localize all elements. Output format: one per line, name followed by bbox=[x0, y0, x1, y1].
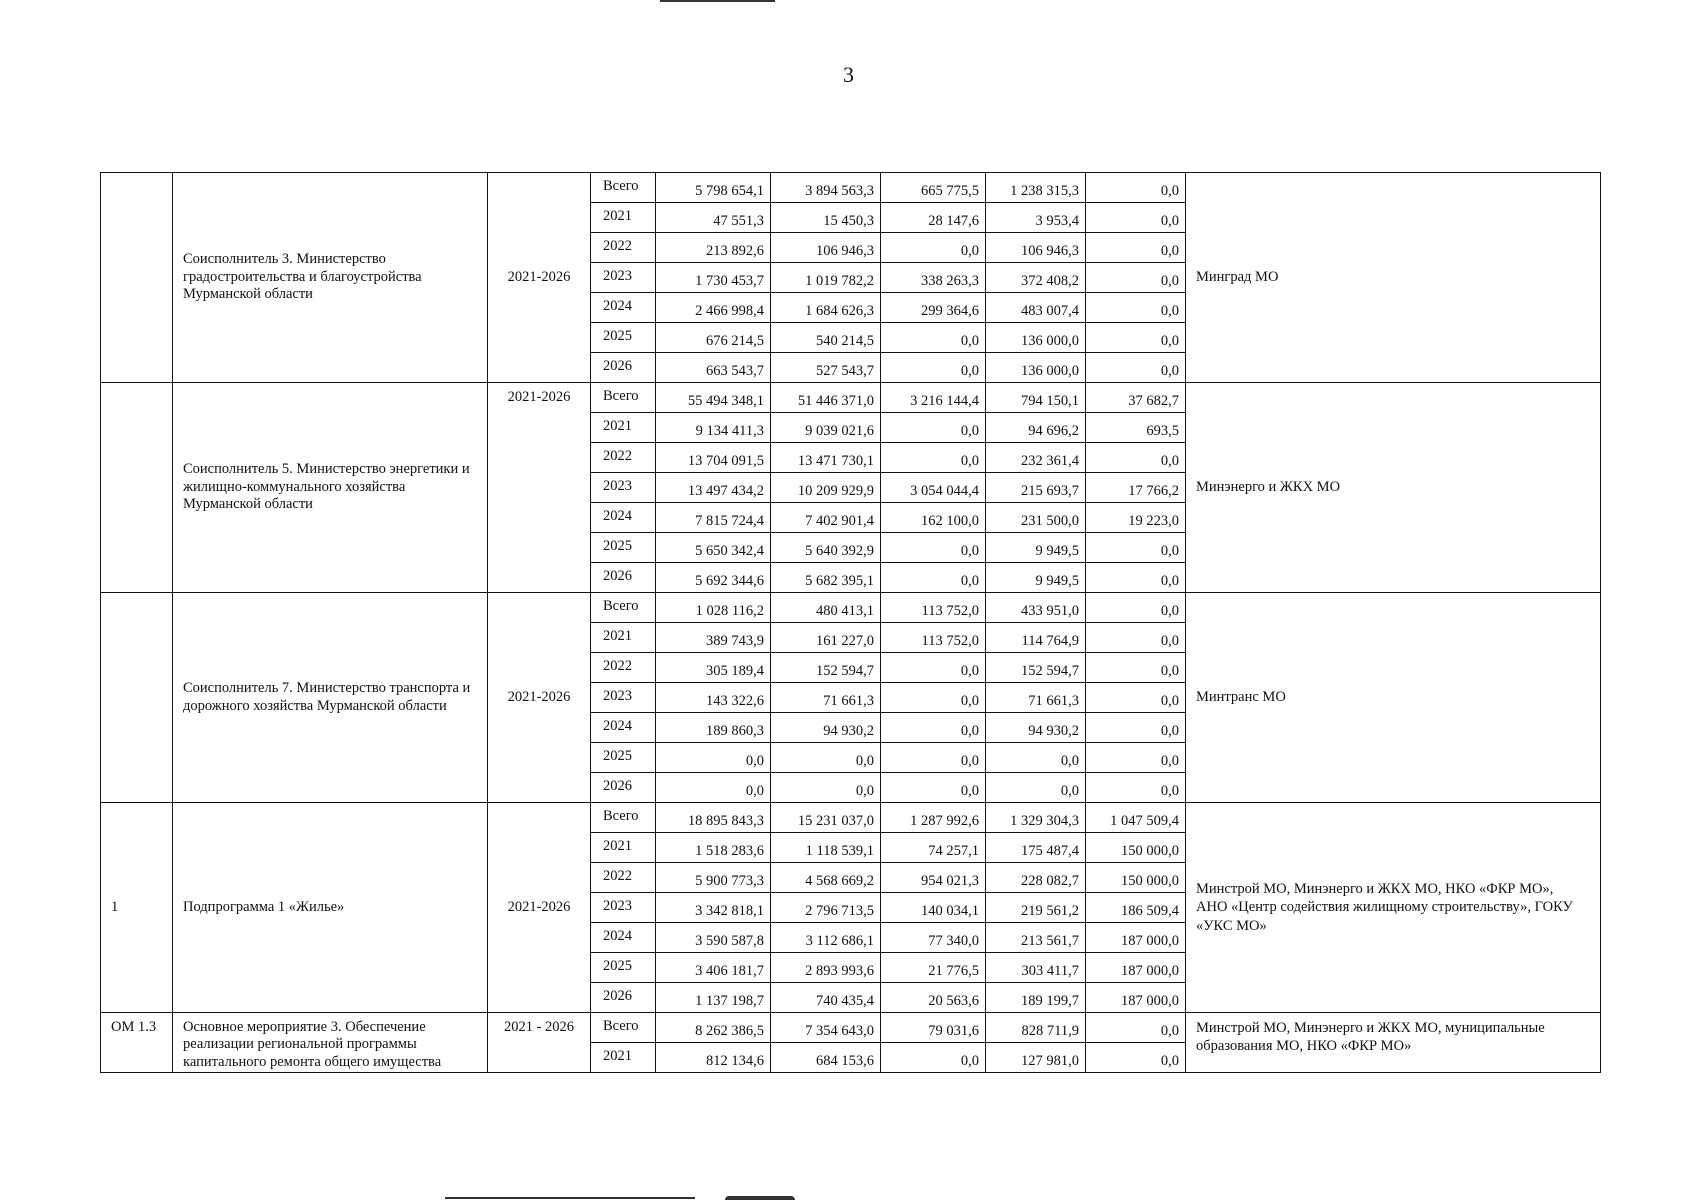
row-period: 2021-2026 bbox=[488, 593, 591, 803]
value-cell: 1 518 283,6 bbox=[656, 833, 771, 863]
value-cell: 219 561,2 bbox=[986, 893, 1086, 923]
value-cell: 18 895 843,3 bbox=[656, 803, 771, 833]
value-cell: 3 953,4 bbox=[986, 203, 1086, 233]
year-cell: 2025 bbox=[591, 743, 656, 773]
value-cell: 0,0 bbox=[986, 743, 1086, 773]
value-cell: 7 354 643,0 bbox=[771, 1013, 881, 1043]
row-code bbox=[101, 593, 173, 803]
value-cell: 665 775,5 bbox=[881, 173, 986, 203]
value-cell: 0,0 bbox=[1086, 713, 1186, 743]
value-cell: 136 000,0 bbox=[986, 353, 1086, 383]
year-cell: 2024 bbox=[591, 923, 656, 953]
value-cell: 47 551,3 bbox=[656, 203, 771, 233]
value-cell: 74 257,1 bbox=[881, 833, 986, 863]
value-cell: 527 543,7 bbox=[771, 353, 881, 383]
year-cell: 2023 bbox=[591, 893, 656, 923]
value-cell: 77 340,0 bbox=[881, 923, 986, 953]
value-cell: 299 364,6 bbox=[881, 293, 986, 323]
value-cell: 94 696,2 bbox=[986, 413, 1086, 443]
value-cell: 0,0 bbox=[1086, 173, 1186, 203]
value-cell: 71 661,3 bbox=[986, 683, 1086, 713]
row-period: 2021-2026 bbox=[488, 173, 591, 383]
value-cell: 189 199,7 bbox=[986, 983, 1086, 1013]
value-cell: 0,0 bbox=[881, 773, 986, 803]
year-cell: 2023 bbox=[591, 683, 656, 713]
year-cell: 2021 bbox=[591, 833, 656, 863]
value-cell: 0,0 bbox=[1086, 263, 1186, 293]
row-period: 2021 - 2026 bbox=[488, 1013, 591, 1073]
value-cell: 8 262 386,5 bbox=[656, 1013, 771, 1043]
value-cell: 1 238 315,3 bbox=[986, 173, 1086, 203]
row-code bbox=[101, 383, 173, 593]
value-cell: 3 590 587,8 bbox=[656, 923, 771, 953]
value-cell: 15 450,3 bbox=[771, 203, 881, 233]
value-cell: 10 209 929,9 bbox=[771, 473, 881, 503]
value-cell: 740 435,4 bbox=[771, 983, 881, 1013]
value-cell: 175 487,4 bbox=[986, 833, 1086, 863]
value-cell: 0,0 bbox=[1086, 1043, 1186, 1073]
value-cell: 189 860,3 bbox=[656, 713, 771, 743]
value-cell: 0,0 bbox=[1086, 773, 1186, 803]
year-cell: 2024 bbox=[591, 713, 656, 743]
value-cell: 2 466 998,4 bbox=[656, 293, 771, 323]
value-cell: 0,0 bbox=[656, 743, 771, 773]
scan-mark-bottom-arc bbox=[725, 1196, 795, 1200]
value-cell: 21 776,5 bbox=[881, 953, 986, 983]
value-cell: 187 000,0 bbox=[1086, 923, 1186, 953]
value-cell: 0,0 bbox=[881, 443, 986, 473]
value-cell: 136 000,0 bbox=[986, 323, 1086, 353]
year-cell: 2026 bbox=[591, 563, 656, 593]
value-cell: 213 561,7 bbox=[986, 923, 1086, 953]
value-cell: 106 946,3 bbox=[771, 233, 881, 263]
value-cell: 71 661,3 bbox=[771, 683, 881, 713]
table-row bbox=[101, 803, 1601, 833]
value-cell: 106 946,3 bbox=[986, 233, 1086, 263]
value-cell: 2 796 713,5 bbox=[771, 893, 881, 923]
year-cell: 2022 bbox=[591, 863, 656, 893]
value-cell: 0,0 bbox=[881, 353, 986, 383]
value-cell: 0,0 bbox=[986, 773, 1086, 803]
value-cell: 3 342 818,1 bbox=[656, 893, 771, 923]
value-cell: 9 134 411,3 bbox=[656, 413, 771, 443]
value-cell: 232 361,4 bbox=[986, 443, 1086, 473]
value-cell: 187 000,0 bbox=[1086, 983, 1186, 1013]
value-cell: 143 322,6 bbox=[656, 683, 771, 713]
year-cell: 2024 bbox=[591, 503, 656, 533]
value-cell: 28 147,6 bbox=[881, 203, 986, 233]
value-cell: 0,0 bbox=[1086, 353, 1186, 383]
table-row bbox=[101, 593, 1601, 623]
value-cell: 140 034,1 bbox=[881, 893, 986, 923]
value-cell: 676 214,5 bbox=[656, 323, 771, 353]
row-period: 2021-2026 bbox=[488, 383, 591, 593]
value-cell: 540 214,5 bbox=[771, 323, 881, 353]
value-cell: 693,5 bbox=[1086, 413, 1186, 443]
year-cell: 2026 bbox=[591, 983, 656, 1013]
value-cell: 2 893 993,6 bbox=[771, 953, 881, 983]
row-code: 1 bbox=[101, 803, 173, 1013]
value-cell: 0,0 bbox=[771, 743, 881, 773]
value-cell: 13 471 730,1 bbox=[771, 443, 881, 473]
year-cell: 2025 bbox=[591, 953, 656, 983]
value-cell: 20 563,6 bbox=[881, 983, 986, 1013]
year-cell: Всего bbox=[591, 593, 656, 623]
value-cell: 828 711,9 bbox=[986, 1013, 1086, 1043]
value-cell: 228 082,7 bbox=[986, 863, 1086, 893]
year-cell: Всего bbox=[591, 173, 656, 203]
row-responsible: Минэнерго и ЖКХ МО bbox=[1186, 383, 1601, 593]
value-cell: 0,0 bbox=[881, 323, 986, 353]
row-name: Соисполнитель 7. Министерство транспорта и дорожного хозяйства Мурманской области bbox=[173, 593, 488, 803]
value-cell: 663 543,7 bbox=[656, 353, 771, 383]
value-cell: 0,0 bbox=[1086, 443, 1186, 473]
value-cell: 113 752,0 bbox=[881, 623, 986, 653]
value-cell: 338 263,3 bbox=[881, 263, 986, 293]
year-cell: Всего bbox=[591, 1013, 656, 1043]
value-cell: 5 682 395,1 bbox=[771, 563, 881, 593]
value-cell: 0,0 bbox=[1086, 563, 1186, 593]
row-responsible: Минтранс МО bbox=[1186, 593, 1601, 803]
value-cell: 5 692 344,6 bbox=[656, 563, 771, 593]
table-row bbox=[101, 1013, 1601, 1043]
value-cell: 0,0 bbox=[881, 413, 986, 443]
page-number: 3 bbox=[843, 62, 854, 87]
year-cell: 2021 bbox=[591, 1043, 656, 1073]
value-cell: 480 413,1 bbox=[771, 593, 881, 623]
value-cell: 0,0 bbox=[1086, 323, 1186, 353]
year-cell: 2022 bbox=[591, 233, 656, 263]
value-cell: 5 650 342,4 bbox=[656, 533, 771, 563]
value-cell: 13 497 434,2 bbox=[656, 473, 771, 503]
row-code bbox=[101, 173, 173, 383]
value-cell: 9 949,5 bbox=[986, 533, 1086, 563]
value-cell: 303 411,7 bbox=[986, 953, 1086, 983]
value-cell: 1 730 453,7 bbox=[656, 263, 771, 293]
year-cell: Всего bbox=[591, 803, 656, 833]
year-cell: Всего bbox=[591, 383, 656, 413]
row-responsible: Минград МО bbox=[1186, 173, 1601, 383]
row-code: ОМ 1.3 bbox=[101, 1013, 173, 1073]
value-cell: 152 594,7 bbox=[771, 653, 881, 683]
value-cell: 55 494 348,1 bbox=[656, 383, 771, 413]
year-cell: 2026 bbox=[591, 773, 656, 803]
value-cell: 1 287 992,6 bbox=[881, 803, 986, 833]
value-cell: 0,0 bbox=[1086, 1013, 1186, 1043]
value-cell: 0,0 bbox=[881, 563, 986, 593]
value-cell: 684 153,6 bbox=[771, 1043, 881, 1073]
value-cell: 152 594,7 bbox=[986, 653, 1086, 683]
value-cell: 51 446 371,0 bbox=[771, 383, 881, 413]
value-cell: 150 000,0 bbox=[1086, 833, 1186, 863]
year-cell: 2026 bbox=[591, 353, 656, 383]
value-cell: 94 930,2 bbox=[771, 713, 881, 743]
row-name: Соисполнитель 5. Министерство энергетики и жилищно-коммунального хозяйства Мурманской области bbox=[173, 383, 488, 593]
value-cell: 0,0 bbox=[881, 683, 986, 713]
value-cell: 15 231 037,0 bbox=[771, 803, 881, 833]
row-responsible: Минстрой МО, Минэнерго и ЖКХ МО, НКО «ФКР МО», АНО «Центр содействия жилищному строительству», ГОКУ «УКС МО» bbox=[1186, 803, 1601, 1013]
value-cell: 4 568 669,2 bbox=[771, 863, 881, 893]
value-cell: 0,0 bbox=[1086, 533, 1186, 563]
value-cell: 954 021,3 bbox=[881, 863, 986, 893]
scan-mark-top bbox=[660, 0, 775, 2]
value-cell: 215 693,7 bbox=[986, 473, 1086, 503]
value-cell: 79 031,6 bbox=[881, 1013, 986, 1043]
row-name: Соисполнитель 3. Министерство градостроительства и благоустройства Мурманской области bbox=[173, 173, 488, 383]
budget-table bbox=[100, 172, 1601, 1073]
value-cell: 0,0 bbox=[881, 713, 986, 743]
row-period: 2021-2026 bbox=[488, 803, 591, 1013]
year-cell: 2025 bbox=[591, 533, 656, 563]
table-row bbox=[101, 383, 1601, 413]
value-cell: 305 189,4 bbox=[656, 653, 771, 683]
year-cell: 2022 bbox=[591, 653, 656, 683]
value-cell: 13 704 091,5 bbox=[656, 443, 771, 473]
value-cell: 483 007,4 bbox=[986, 293, 1086, 323]
value-cell: 0,0 bbox=[1086, 683, 1186, 713]
value-cell: 0,0 bbox=[771, 773, 881, 803]
year-cell: 2022 bbox=[591, 443, 656, 473]
value-cell: 150 000,0 bbox=[1086, 863, 1186, 893]
value-cell: 1 028 116,2 bbox=[656, 593, 771, 623]
row-name: Основное мероприятие 3. Обеспечение реализации региональной программы капитального ремонта общего имущества bbox=[173, 1013, 488, 1073]
value-cell: 114 764,9 bbox=[986, 623, 1086, 653]
table-row bbox=[101, 173, 1601, 203]
value-cell: 3 054 044,4 bbox=[881, 473, 986, 503]
value-cell: 1 118 539,1 bbox=[771, 833, 881, 863]
value-cell: 5 640 392,9 bbox=[771, 533, 881, 563]
scan-mark-bottom bbox=[445, 1197, 695, 1199]
value-cell: 17 766,2 bbox=[1086, 473, 1186, 503]
value-cell: 231 500,0 bbox=[986, 503, 1086, 533]
year-cell: 2024 bbox=[591, 293, 656, 323]
value-cell: 7 402 901,4 bbox=[771, 503, 881, 533]
year-cell: 2023 bbox=[591, 263, 656, 293]
value-cell: 0,0 bbox=[656, 773, 771, 803]
value-cell: 161 227,0 bbox=[771, 623, 881, 653]
year-cell: 2025 bbox=[591, 323, 656, 353]
value-cell: 1 137 198,7 bbox=[656, 983, 771, 1013]
value-cell: 1 047 509,4 bbox=[1086, 803, 1186, 833]
value-cell: 0,0 bbox=[1086, 653, 1186, 683]
value-cell: 1 329 304,3 bbox=[986, 803, 1086, 833]
value-cell: 0,0 bbox=[881, 743, 986, 773]
value-cell: 127 981,0 bbox=[986, 1043, 1086, 1073]
value-cell: 3 112 686,1 bbox=[771, 923, 881, 953]
value-cell: 3 894 563,3 bbox=[771, 173, 881, 203]
value-cell: 0,0 bbox=[1086, 743, 1186, 773]
year-cell: 2021 bbox=[591, 203, 656, 233]
value-cell: 3 406 181,7 bbox=[656, 953, 771, 983]
value-cell: 5 900 773,3 bbox=[656, 863, 771, 893]
value-cell: 0,0 bbox=[881, 1043, 986, 1073]
value-cell: 0,0 bbox=[1086, 203, 1186, 233]
value-cell: 113 752,0 bbox=[881, 593, 986, 623]
value-cell: 0,0 bbox=[1086, 293, 1186, 323]
value-cell: 0,0 bbox=[881, 653, 986, 683]
year-cell: 2023 bbox=[591, 473, 656, 503]
value-cell: 0,0 bbox=[1086, 623, 1186, 653]
value-cell: 5 798 654,1 bbox=[656, 173, 771, 203]
value-cell: 3 216 144,4 bbox=[881, 383, 986, 413]
value-cell: 1 684 626,3 bbox=[771, 293, 881, 323]
value-cell: 9 949,5 bbox=[986, 563, 1086, 593]
row-responsible: Минстрой МО, Минэнерго и ЖКХ МО, муниципальные образования МО, НКО «ФКР МО» bbox=[1186, 1013, 1601, 1073]
value-cell: 812 134,6 bbox=[656, 1043, 771, 1073]
value-cell: 19 223,0 bbox=[1086, 503, 1186, 533]
value-cell: 187 000,0 bbox=[1086, 953, 1186, 983]
value-cell: 9 039 021,6 bbox=[771, 413, 881, 443]
value-cell: 794 150,1 bbox=[986, 383, 1086, 413]
table-body bbox=[101, 173, 1601, 1073]
value-cell: 1 019 782,2 bbox=[771, 263, 881, 293]
value-cell: 186 509,4 bbox=[1086, 893, 1186, 923]
value-cell: 0,0 bbox=[881, 533, 986, 563]
value-cell: 0,0 bbox=[1086, 233, 1186, 263]
value-cell: 0,0 bbox=[1086, 593, 1186, 623]
value-cell: 37 682,7 bbox=[1086, 383, 1186, 413]
value-cell: 162 100,0 bbox=[881, 503, 986, 533]
value-cell: 94 930,2 bbox=[986, 713, 1086, 743]
value-cell: 389 743,9 bbox=[656, 623, 771, 653]
value-cell: 213 892,6 bbox=[656, 233, 771, 263]
value-cell: 0,0 bbox=[881, 233, 986, 263]
row-name: Подпрограмма 1 «Жилье» bbox=[173, 803, 488, 1013]
year-cell: 2021 bbox=[591, 623, 656, 653]
year-cell: 2021 bbox=[591, 413, 656, 443]
value-cell: 433 951,0 bbox=[986, 593, 1086, 623]
value-cell: 7 815 724,4 bbox=[656, 503, 771, 533]
value-cell: 372 408,2 bbox=[986, 263, 1086, 293]
